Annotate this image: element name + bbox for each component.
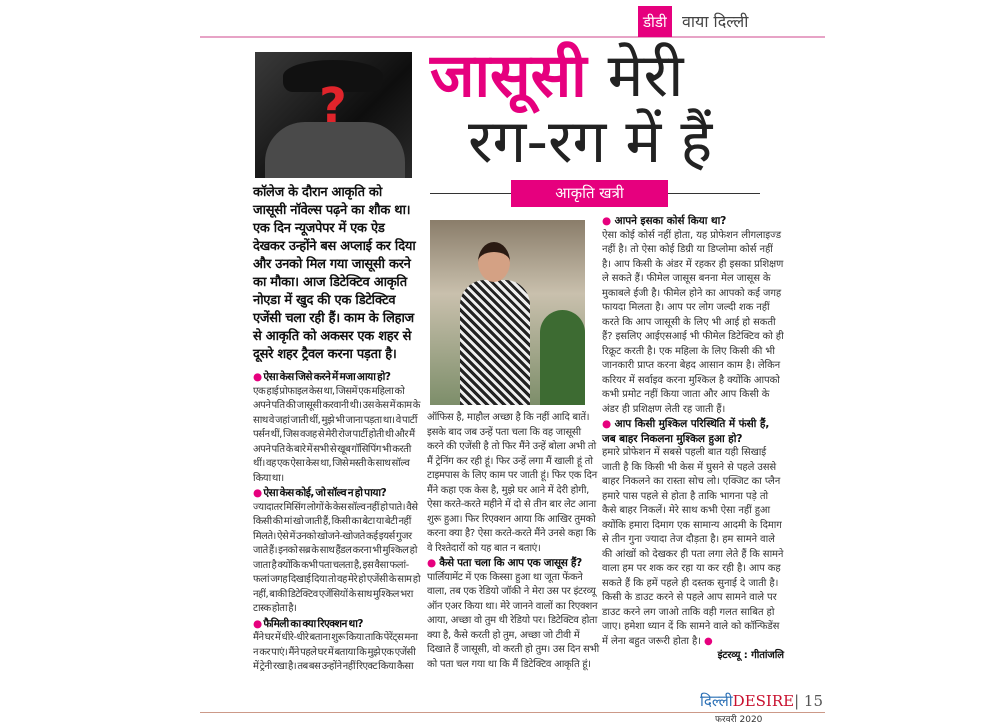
byline-rule-left [430, 193, 511, 194]
headline-line2: रग-रग में हैं [468, 107, 713, 177]
question: ● कैसे पता चला कि आप एक जासूस हैं? [427, 557, 582, 569]
headline-highlight: जासूसी [430, 41, 587, 111]
answer: ऐसा कोई कोर्स नहीं होता, यह प्रोफेशन लीगलाइज्ड नहीं है। तो ऐसा कोई डिग्री या डिप्लोमा कोर्स नहीं है। आप किसी के अंडर में रहकर ही इसका प्रशिक्षण ले सकते हैं। फीमेल जासूस बनना मेल जासूस के मुकाबले ईजी है। फीमेल होने का आपको कई जगह फायदा मिलता है। आप पर लोग जल्दी शक नहीं करते कि आप जासूसी के लिए भी आई हो सकती हैं? इसलिए आईएसआई भी फीमेल डिटेक्टिव को ही रिक्रूट करती है। एक महिला के लिए किसी की भी जानकारी प्राप्त करना बेहद आसान काम है। लेकिन करियर में सर्वाइव करना मुश्किल है क्योंकि आपको कभी प्रमोट नहीं किया जाता और आप किसी के अंडर ही प्रशिक्षण लेती रह जाती हैं। [602, 229, 784, 415]
portrait-photo [430, 220, 585, 405]
question-mark-icon: ? [319, 78, 347, 134]
interview-credit: इंटरव्यू : गीतांजलि [717, 650, 784, 661]
header-rule [200, 36, 825, 38]
column-1 [253, 370, 421, 675]
byline: आकृति खत्री [511, 180, 668, 207]
answer: ऑफिस है, माहौल अच्छा है कि नहीं आदि बातें। इसके बाद जब उन्हें पता चला कि वह जासूसी करने की एजेंसी है तो फिर मैंने उन्हें बोला अभी तो मैं ट्रेनिंग कर रही हूं। फिर उन्हें लगा मैं खाली हूं तो टाइमपास के लिए काम पर जाती हूं। फिर एक दिन मैंने कहा एक केस है, मुझे घर आने में देरी होगी, ऐसा करते-करते महीने में दो से तीन बार लेट आना शुरू हुआ। फिर रिएक्शन आया कि आखिर तुमको करना क्या है? ऐसा करते-करते मैंने उनसे कहा कि वे रिश्तेदारों को यह बात न बताएं। [427, 412, 597, 554]
answer: एक हाई प्रोफाइल केस था, जिसमें एक महिला को अपने पति की जासूसी करवानी थी। उस केस में काम के साथ वे जहां जाती थीं, मुझे भी जाना पड़ता था। वे पार्टी पर्सन थीं, जिस वजह से मेरी रोज पार्टी होती थी और मैं अपने पति के बारे में सभी से खूब गॉसिपिंग भी करती थीं। वह एक ऐसा केस था, जिसे मस्ती के साथ सॉल्व किया था। [253, 385, 420, 484]
headline-rest: मेरी [607, 41, 684, 111]
bullet-icon: ● [602, 215, 615, 227]
question: ● आप किसी मुश्किल परिस्थिति में फंसी हैं, जब बाहर निकलना मुश्किल हुआ हो? [602, 418, 770, 445]
footer-brand: दिल्लीDESIRE| 15 [700, 692, 824, 710]
plant-shape [540, 310, 585, 405]
footer-rule [200, 712, 825, 713]
bullet-icon: ● [253, 487, 264, 499]
bullet-icon: ● [602, 418, 615, 430]
bullet-icon: ● [427, 557, 440, 569]
headline-line1 [430, 41, 684, 111]
person-shape [460, 280, 530, 405]
column-3 [602, 214, 784, 664]
question: ● फैमिली का क्या रिएक्शन था? [253, 617, 364, 630]
intro-paragraph: कॉलेज के दौरान आकृति को जासूसी नॉवेल्स पढ़ने का शौक था। एक दिन न्यूजपेपर में एक ऐड देखकर उन्होंने बस अप्लाई कर दिया और उनको मिल गया जासूसी करने का मौका। आज डिटेक्टिव आकृति नोएडा में खुद की एक डिटेक्टिव एजेंसी चला रही हैं। काम के लिहाज से आकृति को अकसर एक शहर से दूसरे शहर ट्रैवल करना पड़ता है। [253, 185, 416, 362]
section-tag: डीडी [638, 6, 672, 37]
answer: पार्लियामेंट में एक किस्सा हुआ था जूता फेंकने वाला, तब एक रेडियो जॉकी ने मेरा उस पर इंटरव्यू ऑन एअर किया था। मेरे जानने वालों का रिएक्शन आया, अच्छा वो तुम थी रेडियो पर। डिटेक्टिव होता क्या है, कैसे करती हो तुम, अच्छा जो टीवी में दिखाते हैं जासूसी, वो करती हो तुम। उस दिन सभी को पता चल गया था कि मैं डिटेक्टिव आकृति हूं। [427, 571, 599, 670]
answer: ज्यादातर मिसिंग लोगों के केस सॉल्व नहीं हो पाते। वैसे किसी की मां खो जाती हैं, किसी का बेटा या बेटी नहीं मिलते। ऐसे में उनको खोजने-खोजते कई इयर्स गुजर जाते हैं। इनको सब्र के साथ हैंडल करना भी मुश्किल हो जाता है क्योंकि कभी पता चलता है, इस वैसा फलां-फलां जगह दिखाई दिया तो वह मेरे हो एजेंसी के साम हो नहीं, बाकी डिटेक्टिव एजेंसियों के साथ मुश्किल भरा टास्क होता है। [253, 501, 421, 614]
answer: मैंने घर में धीरे-धीरे बताना शुरू किया ताकि पेरेंट्स मना न कर पाएं। मैंने पहले घर में बताया कि मुझे एक एजेंसी में ट्रेनी रखा है। तब बस उन्होंने नहीं रिएक्ट किया कैसा [253, 632, 418, 672]
question: ● आपने इसका कोर्स किया था? [602, 215, 727, 227]
byline-rule-right [668, 193, 760, 194]
head-shape [478, 242, 510, 282]
bullet-icon: ● [253, 617, 264, 630]
end-mark-icon: ● [703, 635, 713, 647]
mystery-man-image [255, 52, 412, 178]
column-2 [427, 411, 599, 672]
bullet-icon: ● [253, 371, 264, 383]
section-name: वाया दिल्ली [682, 12, 749, 31]
answer: हमारे प्रोफेशन में सबसे पहली बात यही सिखाई जाती है कि किसी भी केस में घुसने से पहले उससे बाहर निकलने का रास्ता सोच लो। एक्जिट का प्लैन हमारे पास पहले से होता है ताकि भागना पड़े तो कैसे बाहर निकलें। मेरे साथ कभी ऐसा नहीं हुआ क्योंकि हमारा दिमाग एक सामान्य आदमी के दिमाग से तीन गुना ज्यादा तेज दौड़ता है। हम सामने वाले की आंखों को देखकर ही पता लगा लेते हैं कि सामने वाला हम पर शक कर रहा या कर रही है। आप कह सकते हैं कि हमें पहले ही दस्तक सुनाई दे जाती है। किसी के डाउट करने से पहले आप सामने वाले पर डाउट करने लग जाओ ताकि वही गलत साबित हो जाए। हमेशा ध्यान दें कि सामने वाले को कॉन्फिडेंस में लेना बहुत जरूरी होता है। ● [602, 447, 784, 647]
page-number: | 15 [794, 692, 824, 710]
issue-date: फरवरी 2020 [715, 715, 763, 725]
question: ● ऐसा केस कोई, जो सॉल्व न हो पाया? [253, 487, 387, 499]
question: ● ऐसा केस जिसे करने में मजा आया हो? [253, 371, 391, 383]
